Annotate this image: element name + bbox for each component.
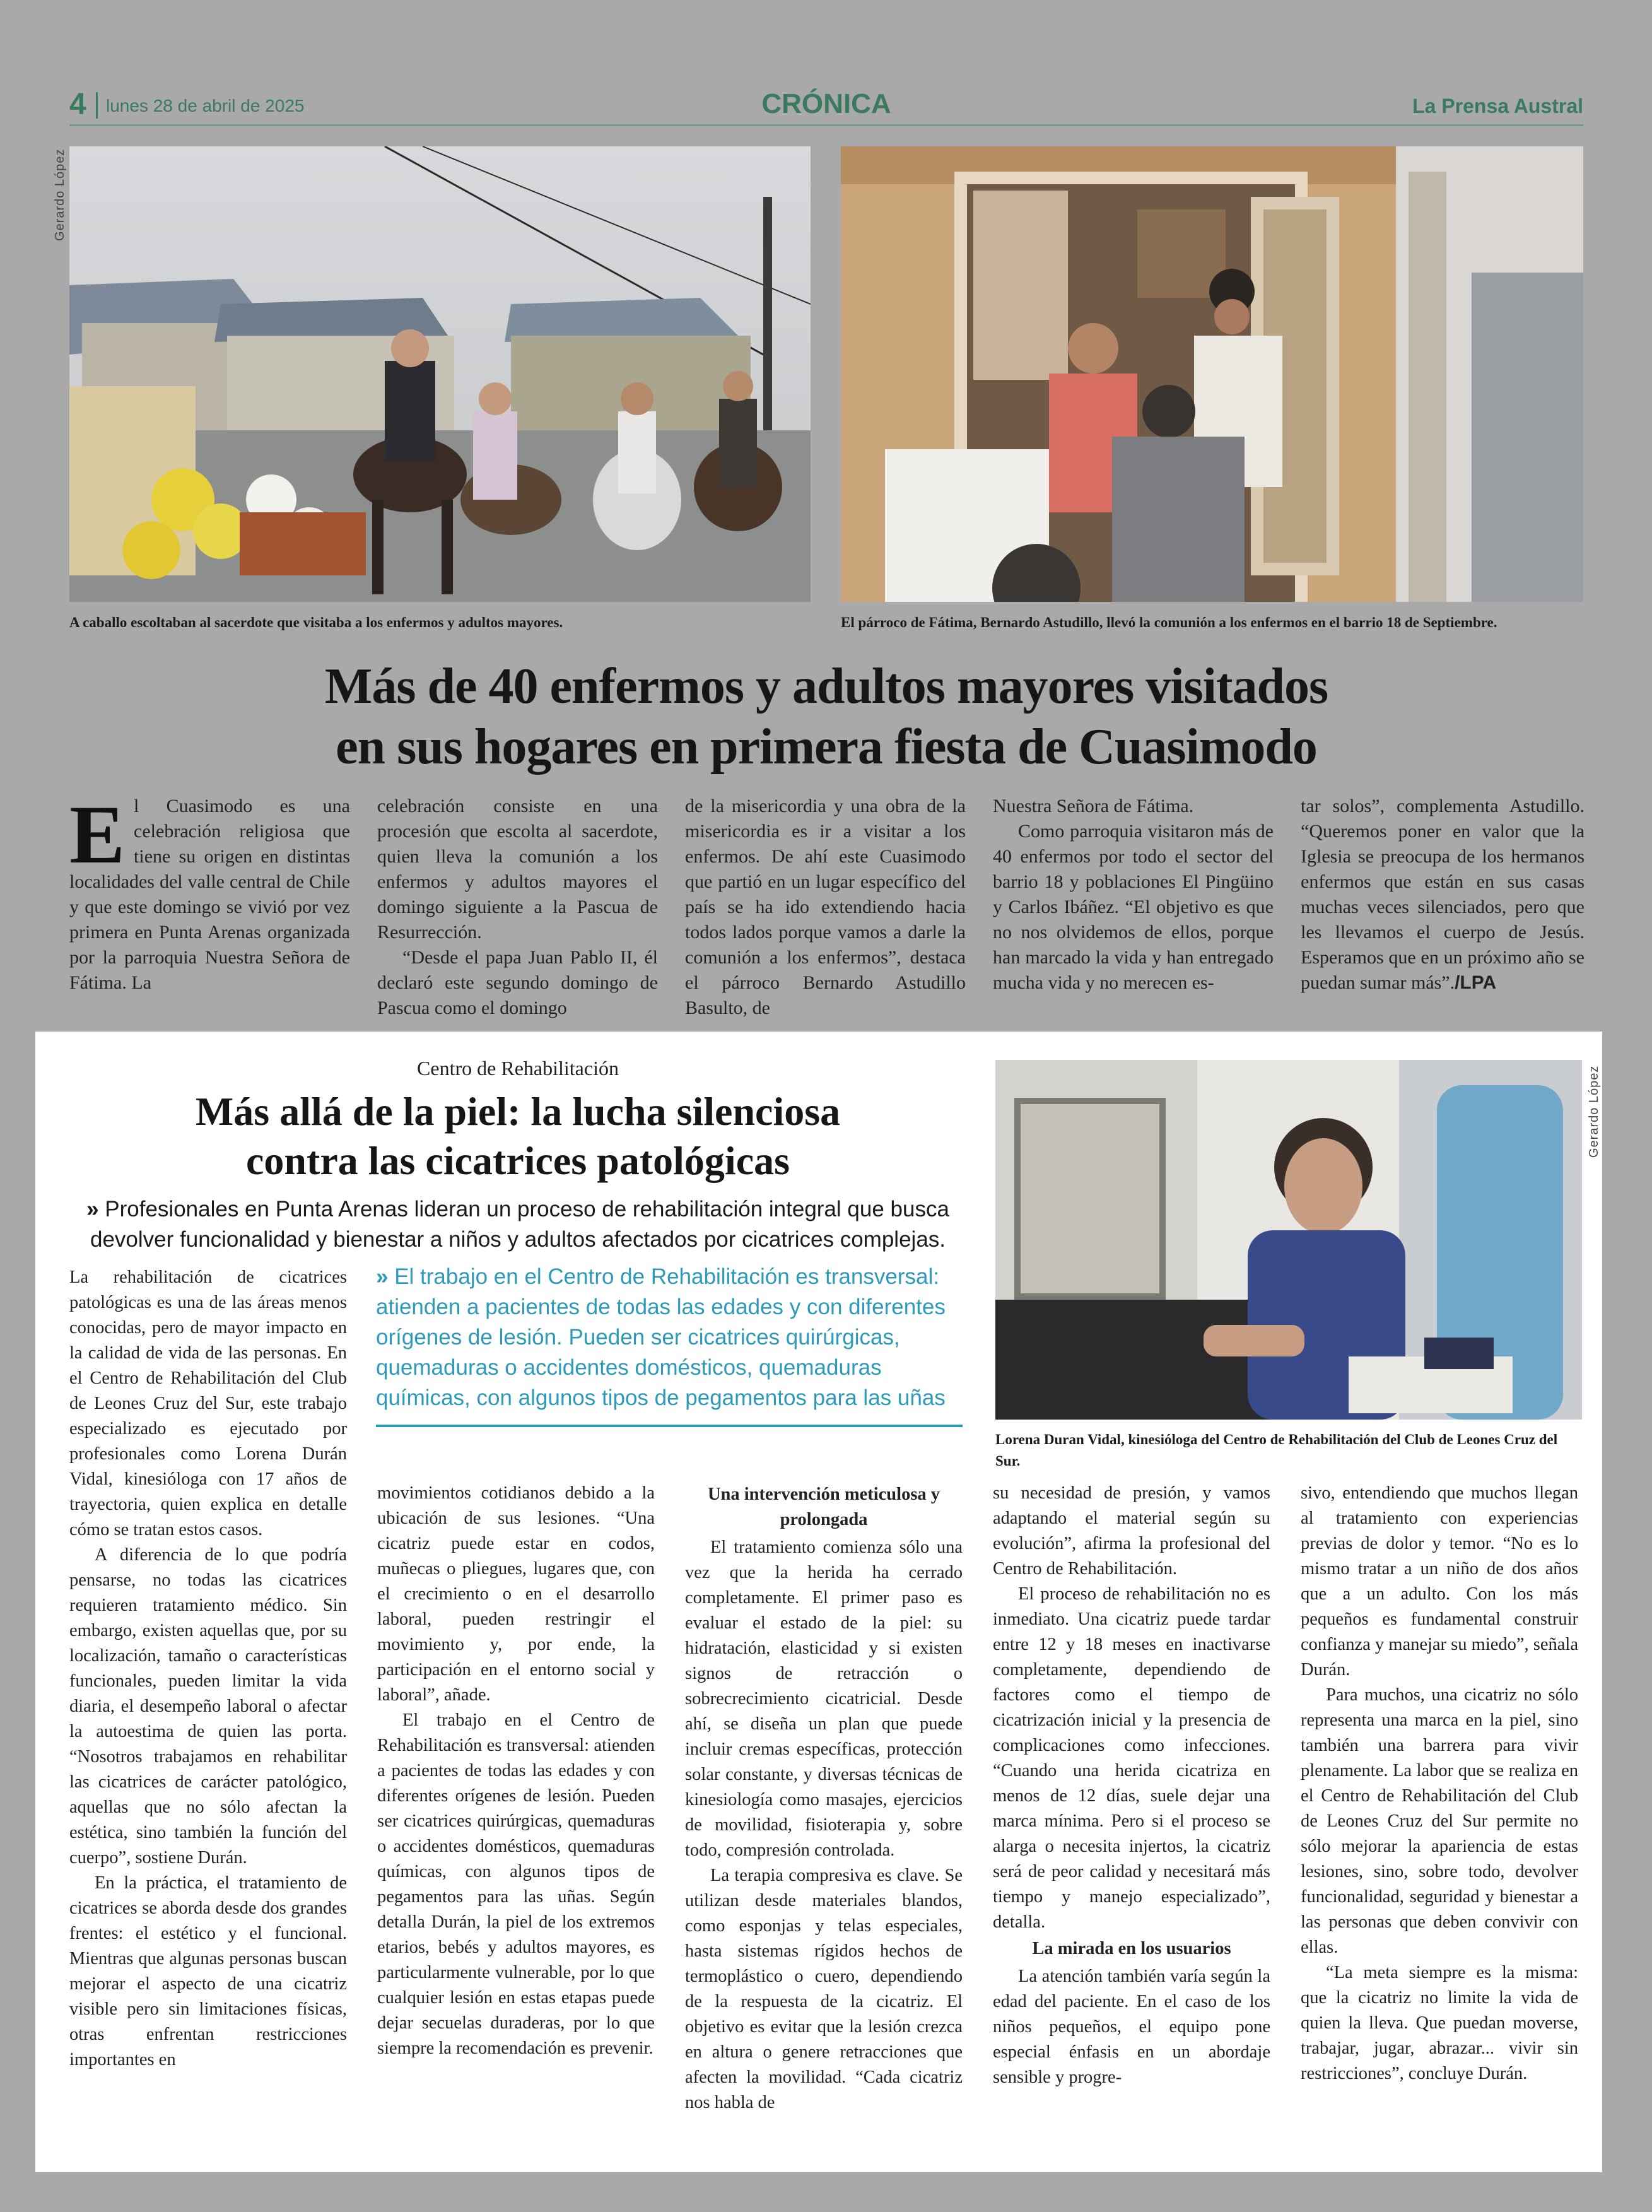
rehab-lead-text: Profesionales en Punta Arenas lideran un proceso de rehabilitación integral que busca devolver funcionalidad y bienestar a niños y adultos afectados por cicatrices complejas.	[90, 1197, 949, 1252]
rehab-column-2	[377, 1481, 655, 2061]
rehab-text-3b: La terapia compresiva es clave. Se utilizan desde materiales blandos, como esponjas y telas especiales, hasta sistemas rígidos hechos de termoplástico o cuero, dependiendo de la respuesta de la cicatriz. El objetivo es evitar que la lesión crezca en altura o genere retracciones que afecten la movilidad. “Cada cicatriz nos habla de	[685, 1866, 963, 2112]
article-top-text-5: tar solos”, complementa Astudillo. “Queremos poner en valor que la Iglesia se preocupa de los hermanos enfermos que están en sus casas muchas veces silenciados, pero que les llevamos el cuerpo de Jesús. Esperamos que en un próximo año se puedan sumar más”.	[1301, 796, 1585, 993]
article-top-text-3: de la misericordia y una obra de la misericordia es ir a visitar a los enfermos. De ahí este Cuasimodo que partió en un lugar específico del país se ha ido extendiendo hacia todos lados porque vamos a darle la comunión a los enfermos”, destaca el párroco Bernardo Astudillo Basulto, de	[685, 796, 966, 1018]
rehab-text-5b: Para muchos, una cicatriz no sólo representa una marca en la piel, sino también una barrera para vivir plenamente. La labor que se realiza en el Centro de Rehabilitación del Club de Leones Cruz del Sur permite no sólo mejorar la apariencia de estas lesiones, sino, sobre todo, devolver funcionalidad, seguridad y bienestar a las personas que deben convivir con ellas.	[1301, 1685, 1578, 1957]
headline-line-2: en sus hogares en primera fiesta de Cuasimodo	[336, 719, 1317, 775]
rehab-headline-line-1: Más allá de la piel: la lucha silenciosa	[195, 1089, 841, 1134]
pull-quote	[376, 1262, 963, 1427]
pull-quote-text: El trabajo en el Centro de Rehabilitación es transversal: atienden a pacientes de todas las edades y con diferentes orígenes de lesión. Pueden ser cicatrices quirúrgicas, quemaduras o accidentes domésticos, quemaduras químicas, con algunos tipos de pegamentos para las uñas	[376, 1264, 946, 1410]
caption-kinesiologist-photo: Lorena Duran Vidal, kinesióloga del Centro de Rehabilitación del Club de Leones Cruz del Sur.	[995, 1432, 1558, 1469]
photo-communion-doorway	[841, 146, 1583, 602]
rehab-text-4a: su necesidad de presión, y vamos adaptando el material según su evolución”, afirma la profesional del Centro de Rehabilitación.	[993, 1483, 1270, 1579]
article-top-column-4	[993, 794, 1274, 996]
page-header	[69, 88, 1583, 126]
rehab-text-1c: En la práctica, el tratamiento de cicatrices se aborda desde dos grandes frentes: el estético y el funcional. Mientras que algunas personas buscan mejorar el aspecto de una cicatriz visible pero sin limitaciones físicas, otras enfrentan restricciones importantes en	[69, 1873, 347, 2069]
article-top-text-4b: Como parroquia visitaron más de 40 enfermos por todo el sector del barrio 18 y poblaciones El Pingüino y Carlos Ibáñez. “El objetivo es que no nos olvidemos de ellos, porque han marcado la vida y han entregado mucha vida y no merecen es-	[993, 821, 1274, 993]
article-top-text-2b: “Desde el papa Juan Pablo II, él declaró este segundo domingo de Pascua como el domingo	[377, 947, 658, 1018]
article-top-text-4a: Nuestra Señora de Fátima.	[993, 796, 1194, 816]
page-number: 4	[69, 88, 86, 121]
headline-line-1: Más de 40 enfermos y adultos mayores visitados	[324, 659, 1328, 714]
article-top-column-1	[69, 788, 350, 996]
rehab-kicker: Centro de Rehabilitación	[417, 1057, 619, 1080]
rehab-lead	[61, 1194, 975, 1255]
photo-horse-procession	[69, 146, 811, 602]
rehab-text-5c: “La meta siempre es la misma: que la cicatriz no limite la vida de quien la lleva. Que puedan moverse, trabajar, jugar, abrazar... vivir sin restricciones”, concluye Durán.	[1301, 1963, 1578, 2083]
issue-date: lunes 28 de abril de 2025	[106, 96, 305, 115]
rehab-text-2b: El trabajo en el Centro de Rehabilitación es transversal: atienden a pacientes de todas las edades y con diferentes orígenes de lesión. Pueden ser cicatrices quirúrgicas, quemaduras o accidentes domésticos, quemaduras químicas, con algunos tipos de pegamentos para las uñas. Según detalla Durán, la piel de los extremos etarios, bebés y adultos mayores, es particularmente vulnerable, por lo que cualquier lesión en estas etapas puede dejar secuelas duraderas, por lo que siempre la recomendación es prevenir.	[377, 1710, 655, 2058]
photo-kinesiologist	[995, 1060, 1582, 1420]
pull-quote-chevron-icon: »	[376, 1264, 389, 1289]
rehab-text-5a: sivo, entendiendo que muchos llegan al tratamiento con experiencias previas de dolor y temor. “No es lo mismo tratar a un niño de dos años que a un adulto. Con los más pequeños es fundamental construir confianza y manejar su miedo”, señala Durán.	[1301, 1483, 1578, 1680]
rehab-text-4b: El proceso de rehabilitación no es inmediato. Una cicatriz puede tardar entre 12 y 18 meses en inactivarse completamente, dependiendo de factores como el tiempo de cicatrización inicial y la presencia de complicaciones como infecciones. “Cuando una herida cicatriza en menos de 12 días, suele dejar una marca mínima. Pero si el proceso se alarga o necesita injertos, la cicatriz será de peor calidad y necesitará más tiempo y manejo especializado”, detalla.	[993, 1584, 1270, 1932]
rehab-column-1	[69, 1265, 347, 2073]
article-top-text-2a: celebración consiste en una procesión que escolta al sacerdote, quien lleva la comunión a los enfermos y adultos mayores el domingo siguiente a la Pascua de Resurrección.	[377, 796, 658, 943]
rehab-text-3a: El tratamiento comienza sólo una vez que la herida ha cerrado completamente. El primer paso es evaluar el estado de la piel: su hidratación, elasticidad y si existen signos de retracción o sobrecrecimiento cicatricial. Desde ahí, se diseña un plan que puede incluir cremas específicas, protección solar constante, y diversas técnicas de kinesiología como masajes, ejercicios de movilidad, fisioterapia y, sobre todo, compresión controlada.	[685, 1538, 963, 1860]
article-top-column-5	[1301, 794, 1585, 996]
rehab-text-4c: La atención también varía según la edad del paciente. En el caso de los niños pequeños, el equipo pone especial énfasis en un abordaje sensible y progre-	[993, 1967, 1270, 2087]
rehab-article-panel	[35, 1032, 1602, 2172]
rehab-text-1b: A diferencia de lo que podría pensarse, no todas las cicatrices requieren tratamiento médico. Sin embargo, existen aquellas que, por su localización, tamaño o características funcionales, pueden limitar la vida diaria, el desempeño laboral o afectar la autoestima de quien las porta. “Nosotros trabajamos en rehabilitar las cicatrices de carácter patológico, aquellas que no sólo afectan la estética, sino también la función del cuerpo”, sostiene Durán.	[69, 1545, 347, 1868]
rehab-headline	[35, 1087, 1000, 1185]
article-top-column-2	[377, 794, 658, 1021]
article-signature: /LPA	[1455, 972, 1497, 993]
newspaper-name: La Prensa Austral	[1412, 95, 1583, 117]
drop-cap: E	[69, 788, 126, 881]
rehab-column-4	[993, 1481, 1270, 2090]
photo-credit: Gerardo López	[53, 148, 67, 241]
caption-horse-photo: A caballo escoltaban al sacerdote que visitaba a los enfermos y adultos mayores.	[69, 615, 563, 630]
section-title: CRÓNICA	[761, 88, 891, 119]
article-top-text-1: l Cuasimodo es una celebración religiosa que tiene su origen en distintas localidades del valle central de Chile y que este domingo se vivió por vez primera en Punta Arenas organizada por la parroquia Nuestra Señora de Fátima. La	[69, 796, 350, 993]
communion-doorway-illustration	[841, 146, 1583, 602]
rehab-headline-line-2: contra las cicatrices patológicas	[246, 1138, 790, 1183]
lead-chevron-icon: »	[86, 1197, 99, 1221]
horse-procession-illustration	[69, 146, 811, 602]
subheading-intervention: Una intervención meticulosa y prolongada	[707, 1485, 940, 1529]
headline-cuasimodo	[114, 656, 1539, 777]
rehab-text-2a: movimientos cotidianos debido a la ubicación de sus lesiones. “Una cicatriz puede estar en codos, muñecas o pliegues, lugares que, con el crecimiento o en el desarrollo laboral, pueden restringir el movimiento y, por ende, la participación en el entorno social y laboral”, añade.	[377, 1483, 655, 1705]
subheading-users: La mirada en los usuarios	[1032, 1939, 1231, 1958]
rehab-column-3	[685, 1481, 963, 2115]
rehab-column-5	[1301, 1481, 1578, 2086]
caption-communion-photo: El párroco de Fátima, Bernardo Astudillo, llevó la comunión a los enfermos en el barrio 18 de Septiembre.	[841, 615, 1497, 630]
article-top-column-3	[685, 794, 966, 1021]
photo-credit-bottom: Gerardo López	[1587, 1065, 1601, 1158]
kinesiologist-illustration	[995, 1060, 1582, 1420]
rehab-text-1a: La rehabilitación de cicatrices patológicas es una de las áreas menos conocidas, pero de mayor impacto en la calidad de vida de las personas. En el Centro de Rehabilitación del Club de Leones Cruz del Sur, este trabajo especializado es ejecutado por profesionales como Lorena Durán Vidal, kinesióloga con 17 años de trayectoria, quien explica en detalle cómo se tratan estos casos.	[69, 1268, 347, 1539]
